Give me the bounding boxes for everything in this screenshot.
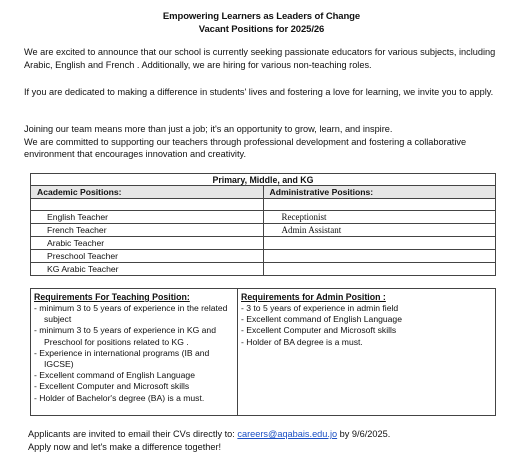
- apply-deadline: by 9/6/2025.: [339, 429, 391, 439]
- admin-requirements-header: Requirements for Admin Position :: [241, 292, 386, 302]
- admin-requirement: - 3 to 5 years of experience in admin field: [241, 303, 492, 314]
- teaching-requirements-header: Requirements For Teaching Position:: [34, 292, 190, 302]
- intro-paragraph-3: [24, 123, 504, 161]
- admin-requirement: - Excellent Computer and Microsoft skills: [241, 325, 492, 336]
- apply-prefix: Applicants are invited to email their CVs directly to:: [28, 429, 238, 439]
- admin-requirement: - Excellent command of English Language: [241, 314, 492, 325]
- careers-email-link[interactable]: careers@aqabais.edu.jo: [237, 429, 338, 439]
- spacer-cell: [31, 199, 264, 211]
- teaching-requirement: - minimum 3 to 5 years of experience in the related subject: [34, 303, 234, 325]
- admin-requirements-list: [241, 303, 492, 348]
- positions-section-title: Primary, Middle, and KG: [31, 174, 496, 186]
- admin-position: [263, 237, 496, 250]
- intro-paragraph-1: We are excited to announce that our school is currently seeking passionate educators for various subjects, including Arabic, English and French . Additionally, we are hiring for various non-teaching roles.: [24, 47, 496, 70]
- intro-line-grow: Joining our team means more than just a job; it's an opportunity to grow, learn, and inspire.: [24, 124, 393, 134]
- teaching-requirements-cell: [31, 289, 238, 416]
- academic-position: French Teacher: [31, 224, 264, 237]
- academic-position: English Teacher: [31, 211, 264, 224]
- apply-instructions: [28, 428, 390, 440]
- teaching-requirement: - Excellent Computer and Microsoft skills: [34, 381, 234, 392]
- academic-positions-header: Academic Positions:: [31, 186, 264, 199]
- spacer-cell: [263, 199, 496, 211]
- academic-position: Arabic Teacher: [31, 237, 264, 250]
- teaching-requirement: - Excellent command of English Language: [34, 370, 234, 381]
- positions-table: [30, 173, 496, 276]
- admin-position: [263, 263, 496, 276]
- teaching-requirement: - Experience in international programs (IB and IGCSE): [34, 348, 234, 370]
- page-subtitle: Vacant Positions for 2025/26: [198, 24, 325, 35]
- academic-position: Preschool Teacher: [31, 250, 264, 263]
- closing-line: Apply now and let's make a difference together!: [28, 442, 222, 452]
- admin-requirements-cell: [238, 289, 496, 416]
- admin-position: Admin Assistant: [263, 224, 496, 237]
- admin-position: Receptionist: [263, 211, 496, 224]
- teaching-requirement: - Holder of Bachelor's degree (BA) is a must.: [34, 393, 234, 404]
- admin-requirement: - Holder of BA degree is a must.: [241, 337, 492, 348]
- intro-line-commitment: We are committed to supporting our teachers through professional development and fostering a collaborative environment that encourages innovation and creativity.: [24, 136, 467, 159]
- teaching-requirement: - minimum 3 to 5 years of experience in KG and Preschool for positions related to KG .: [34, 325, 234, 347]
- academic-position: KG Arabic Teacher: [31, 263, 264, 276]
- admin-positions-header: Administrative Positions:: [263, 186, 496, 199]
- page-title: Empowering Learners as Leaders of Change: [162, 11, 361, 22]
- intro-paragraph-2: If you are dedicated to making a difference in students' lives and fostering a love for learning, we invite you to apply.: [24, 87, 494, 97]
- admin-position: [263, 250, 496, 263]
- teaching-requirements-list: [34, 303, 234, 404]
- requirements-table: [30, 288, 496, 416]
